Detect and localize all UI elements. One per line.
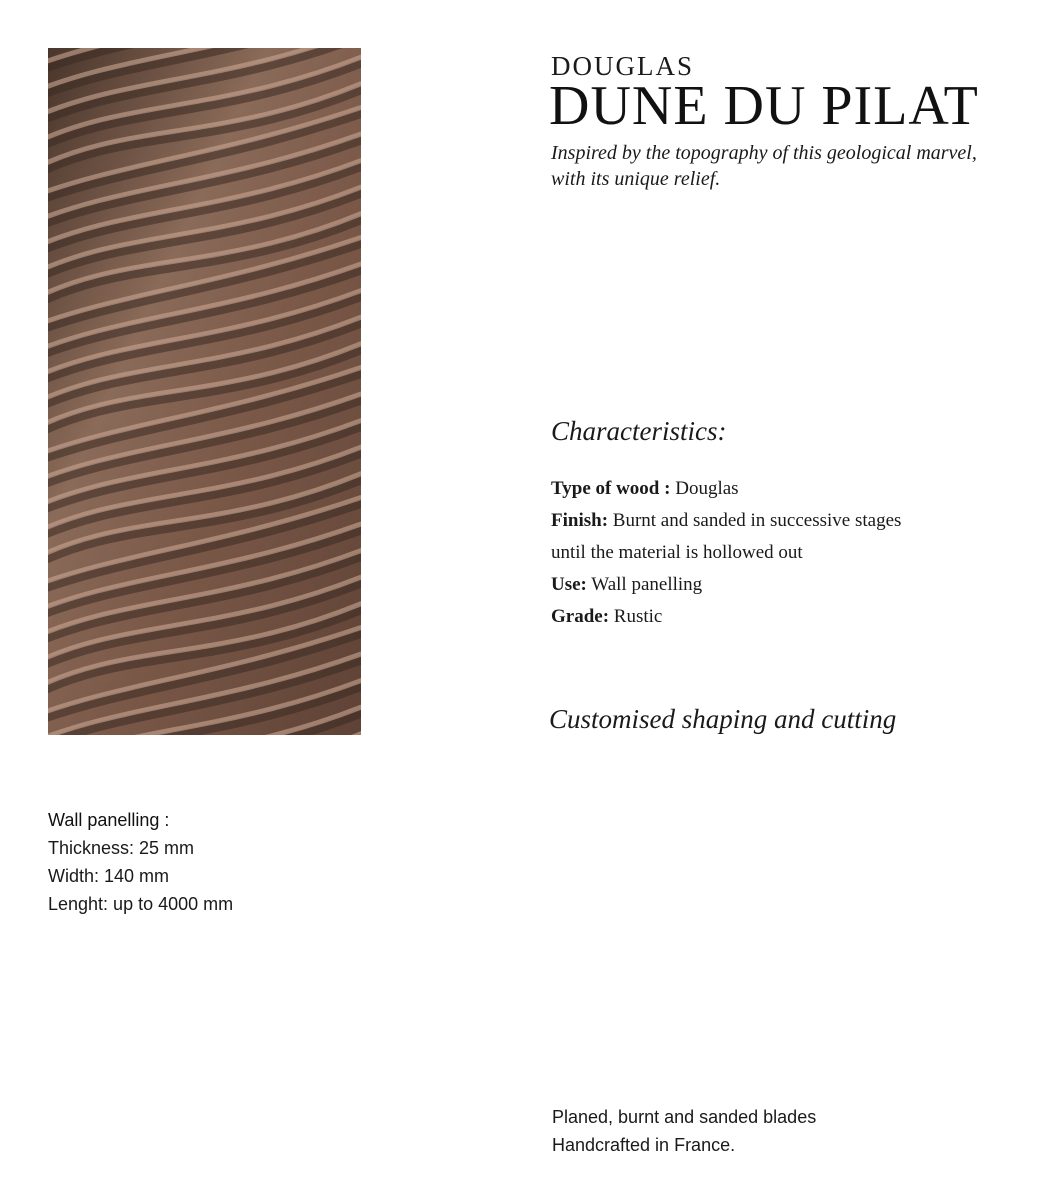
characteristic-label: Use: <box>551 574 587 595</box>
characteristic-value: until the material is hollowed out <box>551 542 803 563</box>
footer-line-process: Planed, burnt and sanded blades <box>552 1107 817 1127</box>
spec-length: Lenght: up to 4000 mm <box>48 894 234 914</box>
characteristic-value: Douglas <box>670 478 739 499</box>
spec-width: Width: 140 mm <box>48 866 170 886</box>
characteristic-value: Wall panelling <box>586 574 703 595</box>
characteristic-label: Finish: <box>551 510 609 531</box>
brand-name: DOUGLAS <box>551 51 695 81</box>
characteristic-label: Grade: <box>551 606 610 627</box>
specs-heading: Wall panelling : <box>48 810 170 830</box>
characteristics-list <box>551 473 991 633</box>
characteristic-type-of-wood <box>551 473 991 505</box>
footer-note <box>552 1103 816 1159</box>
spec-thickness: Thickness: 25 mm <box>48 838 195 858</box>
wood-texture-illustration <box>48 48 361 735</box>
characteristic-use <box>551 569 991 601</box>
wood-texture-photo <box>48 48 361 735</box>
characteristics-heading: Characteristics: <box>551 416 727 446</box>
characteristic-finish <box>551 505 991 537</box>
characteristic-grade <box>551 601 991 633</box>
characteristic-label: Type of wood : <box>551 478 671 499</box>
product-title: DUNE DU PILAT <box>549 75 979 137</box>
panel-specs <box>48 806 233 918</box>
footer-line-origin: Handcrafted in France. <box>552 1135 736 1155</box>
characteristic-value: Burnt and sanded in successive stages <box>608 510 902 531</box>
characteristic-value: Rustic <box>609 606 663 627</box>
custom-shaping-note: Customised shaping and cutting <box>549 704 897 734</box>
characteristic-finish-continued <box>551 537 991 569</box>
product-tagline: Inspired by the topography of this geological marvel, with its unique relief. <box>551 142 977 190</box>
